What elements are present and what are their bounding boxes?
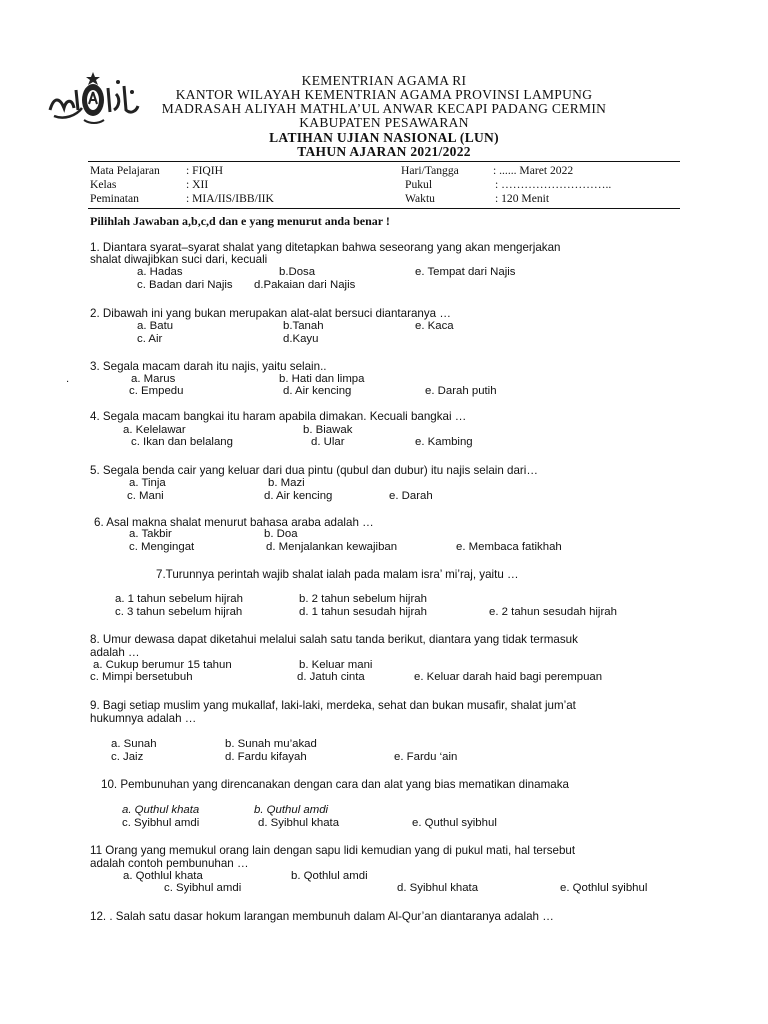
q7-option-a: a. 1 tahun sebelum hijrah (115, 593, 243, 605)
question-11: 11 Orang yang memukul orang lain dengan sapu lidi kemudian yang di pukul mati, hal tersebut (90, 844, 576, 857)
question-8: 8. Umur dewasa dapat diketahui melalui salah satu tanda berikut, diantara yang tidak termasuk (90, 633, 578, 646)
q6-option-b: b. Doa (264, 528, 298, 540)
exam-title: LATIHAN UJIAN NASIONAL (LUN) (269, 130, 499, 145)
q3-option-e: e. Darah putih (425, 385, 497, 397)
q11-option-e: e. Qothlul syibhul (560, 882, 648, 894)
header-regional-office: KANTOR WILAYAH KEMENTRIAN AGAMA PROVINSI LAMPUNG (175, 87, 593, 102)
q11-option-c: c. Syibhul amdi (164, 882, 242, 894)
q2-option-c: c. Air (137, 333, 163, 345)
q8-option-b: b. Keluar mani (299, 659, 373, 671)
q5-option-c: c. Mani (127, 490, 164, 502)
q4-option-c: c. Ikan dan belalang (131, 436, 233, 448)
q7-option-d: d. 1 tahun sesudah hijrah (299, 606, 427, 618)
q10-option-e: e. Quthul syibhul (412, 817, 497, 829)
q8-option-a: a. Cukup berumur 15 tahun (93, 659, 232, 671)
question-9-cont: hukumnya adalah … (90, 712, 197, 725)
question-11-cont: adalah contoh pembunuhan … (90, 857, 249, 870)
duration-label: Waktu (405, 192, 435, 205)
q10-option-d: d. Syibhul khata (258, 817, 340, 829)
q8-option-d: d. Jatuh cinta (297, 671, 365, 683)
specialization-value: : MIA/IIS/IBB/IIK (186, 192, 274, 205)
specialization-label: Peminatan (90, 192, 139, 205)
q3-option-c: c. Empedu (129, 385, 184, 397)
question-5: 5. Segala benda cair yang keluar dari dua pintu (qubul dan dubur) itu najis selain dari… (90, 464, 538, 477)
day-value: : ...... Maret 2022 (493, 164, 574, 177)
stray-mark: . (66, 373, 70, 385)
q9-option-b: b. Sunah mu’akad (225, 738, 317, 750)
time-value: : ……………………….. (495, 178, 612, 191)
question-7: 7.Turunnya perintah wajib shalat ialah pada malam isra’ mi’raj, yaitu … (156, 568, 519, 581)
q7-option-c: c. 3 tahun sebelum hijrah (115, 606, 243, 618)
q11-option-d: d. Syibhul khata (397, 882, 479, 894)
q5-option-a: a. Tinja (129, 477, 166, 489)
question-1-cont: shalat diwajibkan suci dari, kecuali (90, 253, 268, 266)
q8-option-e: e. Keluar darah haid bagi perempuan (414, 671, 603, 683)
q6-option-e: e. Membaca fatikhah (456, 541, 562, 553)
q5-option-e: e. Darah (389, 490, 433, 502)
academic-year: TAHUN AJARAN 2021/2022 (297, 144, 471, 159)
header-ministry: KEMENTRIAN AGAMA RI (301, 73, 467, 88)
q9-option-c: c. Jaiz (111, 751, 144, 763)
q9-option-e: e. Fardu ‘ain (394, 751, 458, 763)
q11-option-b: b. Qothlul amdi (291, 870, 368, 882)
q1-option-c: c. Badan dari Najis (137, 279, 233, 291)
q2-option-e: e. Kaca (415, 320, 454, 332)
q4-option-a: a. Kelelawar (123, 424, 186, 436)
question-10: 10. Pembunuhan yang direncanakan dengan cara dan alat yang bias mematikan dinamaka (101, 778, 569, 791)
question-6: 6. Asal makna shalat menurut bahasa araba adalah … (94, 516, 374, 529)
q1-option-d: d.Pakaian dari Najis (254, 279, 356, 291)
q6-option-c: c. Mengingat (129, 541, 195, 553)
q9-option-a: a. Sunah (111, 738, 157, 750)
question-9: 9. Bagi setiap muslim yang mukallaf, laki-laki, merdeka, sehat dan bukan musafir, shalat jum’at (90, 699, 576, 712)
duration-value: : 120 Menit (495, 192, 550, 205)
class-label: Kelas (90, 178, 117, 191)
class-value: : XII (186, 178, 209, 191)
subject-label: Mata Pelajaran (90, 164, 160, 177)
q1-option-b: b.Dosa (279, 266, 316, 278)
q11-option-a: a. Qothlul khata (123, 870, 203, 882)
q7-option-e: e. 2 tahun sesudah hijrah (489, 606, 617, 618)
time-label: Pukul (405, 178, 433, 191)
q3-option-b: b. Hati dan limpa (279, 373, 365, 385)
q8-option-c: c. Mimpi bersetubuh (90, 671, 193, 683)
q1-option-e: e. Tempat dari Najis (415, 266, 516, 278)
q1-option-a: a. Hadas (137, 266, 183, 278)
question-2: 2. Dibawah ini yang bukan merupakan alat-alat bersuci diantaranya … (90, 307, 451, 320)
q4-option-e: e. Kambing (415, 436, 473, 448)
question-4: 4. Segala macam bangkai itu haram apabila dimakan. Kecuali bangkai … (90, 410, 467, 423)
q4-option-d: d. Ular (311, 436, 345, 448)
question-12: 12. . Salah satu dasar hokum larangan membunuh dalam Al-Qur’an diantaranya adalah … (90, 910, 554, 923)
q3-option-d: d. Air kencing (283, 385, 352, 397)
header-school-name: MADRASAH ALIYAH MATHLA’UL ANWAR KECAPI PADANG CERMIN (161, 101, 607, 116)
q2-option-a: a. Batu (137, 320, 174, 332)
q6-option-a: a. Takbir (129, 528, 172, 540)
day-label: Hari/Tangga (401, 164, 459, 177)
q2-option-d: d.Kayu (283, 333, 319, 345)
q2-option-b: b.Tanah (283, 320, 324, 332)
q10-option-a: a. Quthul khata (122, 804, 200, 816)
q10-option-b: b. Quthul amdi (254, 804, 329, 816)
q7-option-b: b. 2 tahun sebelum hijrah (299, 593, 427, 605)
q3-option-a: a. Marus (131, 373, 176, 385)
q5-option-b: b. Mazi (268, 477, 305, 489)
q5-option-d: d. Air kencing (264, 490, 333, 502)
subject-value: : FIQIH (186, 164, 224, 177)
q6-option-d: d. Menjalankan kewajiban (266, 541, 398, 553)
instruction: Pilihlah Jawaban a,b,c,d dan e yang menurut anda benar ! (90, 214, 390, 228)
q10-option-c: c. Syibhul amdi (122, 817, 200, 829)
q9-option-d: d. Fardu kifayah (225, 751, 307, 763)
q4-option-b: b. Biawak (303, 424, 353, 436)
question-1: 1. Diantara syarat–syarat shalat yang ditetapkan bahwa seseorang yang akan mengerjakan (90, 241, 561, 254)
header-regency: KABUPATEN PESAWARAN (299, 115, 469, 130)
question-3: 3. Segala macam darah itu najis, yaitu selain.. (90, 360, 327, 373)
question-8-cont: adalah … (90, 646, 140, 659)
